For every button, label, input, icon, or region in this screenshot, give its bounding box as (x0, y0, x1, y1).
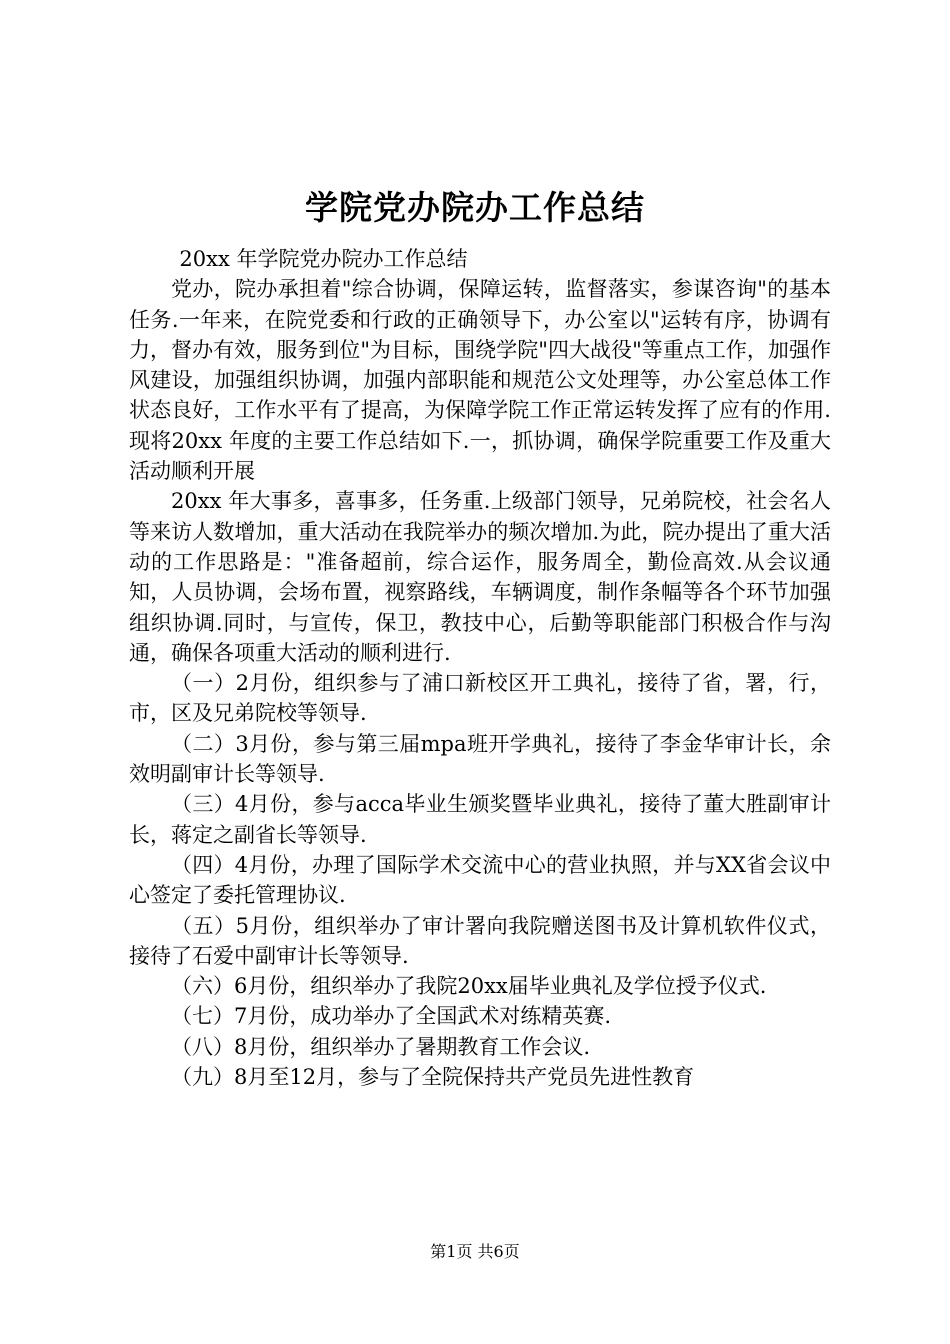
document-title: 学院党办院办工作总结 (305, 188, 645, 227)
list-item-paragraph: （九）8月至12月，参与了全院保持共产党员先进性教育 (171, 1065, 695, 1090)
list-item-paragraph: （一）2月份，组织参与了浦口新校区开工典礼，接待了省，署，行，市，区及兄弟院校等领导. (129, 671, 831, 726)
body-paragraph: 20xx 年大事多，喜事多，任务重.上级部门领导，兄弟院校，社会名人等来访人数增加，重大活动在我院举办的频次增加.为此，院办提出了重大活动的工作思路是："准备超前，综合运作，服务周全，勤俭高效.从会议通知，人员协调，会场布置，视察路线，车辆调度，制作条幅等各个环节加强组织协调.同时，与宣传，保卫，教技中心，后勤等职能部门积极合作与沟通，确保各项重大活动的顺利进行. (129, 489, 831, 665)
list-item-paragraph: （八）8月份，组织举办了暑期教育工作会议. (171, 1034, 591, 1059)
page-footer: 第1页 共6页 (430, 1242, 520, 1261)
list-item-paragraph: （七）7月份，成功举办了全国武术对练精英赛. (171, 1004, 612, 1029)
list-item-paragraph: （六）6月份，组织举办了我院20xx届毕业典礼及学位授予仪式. (171, 974, 767, 999)
list-item-paragraph: （四）4月份，办理了国际学术交流中心的营业执照，并与XX省会议中心签定了委托管理协议. (129, 852, 831, 908)
document-body (129, 244, 831, 1092)
subtitle-paragraph: 20xx 年学院党办院办工作总结 (179, 247, 468, 271)
list-item-paragraph: （三）4月份，参与acca毕业生颁奖暨毕业典礼，接待了董大胜副审计长，蒋定之副省长等领导. (129, 792, 831, 847)
list-item-paragraph: （二）3月份，参与第三届mpa班开学典礼，接待了李金华审计长，余效明副审计长等领导. (129, 731, 831, 787)
body-paragraph: 党办，院办承担着"综合协调，保障运转，监督落实，参谋咨询"的基本任务.一年来，在院党委和行政的正确领导下，办公室以"运转有序，协调有力，督办有效，服务到位"为目标，围绕学院"四大战役"等重点工作，加强作风建设，加强组织协调，加强内部职能和规范公文处理等，办公室总体工作状态良好，工作水平有了提高，为保障学院工作正常运转发挥了应有的作用.现将20xx 年度的主要工作总结如下.一，抓协调，确保学院重要工作及重大活动顺利开展 (129, 277, 831, 484)
list-item-paragraph: （五）5月份，组织举办了审计署向我院赠送图书及计算机软件仪式，接待了石爱中副审计长等领导. (129, 913, 831, 968)
